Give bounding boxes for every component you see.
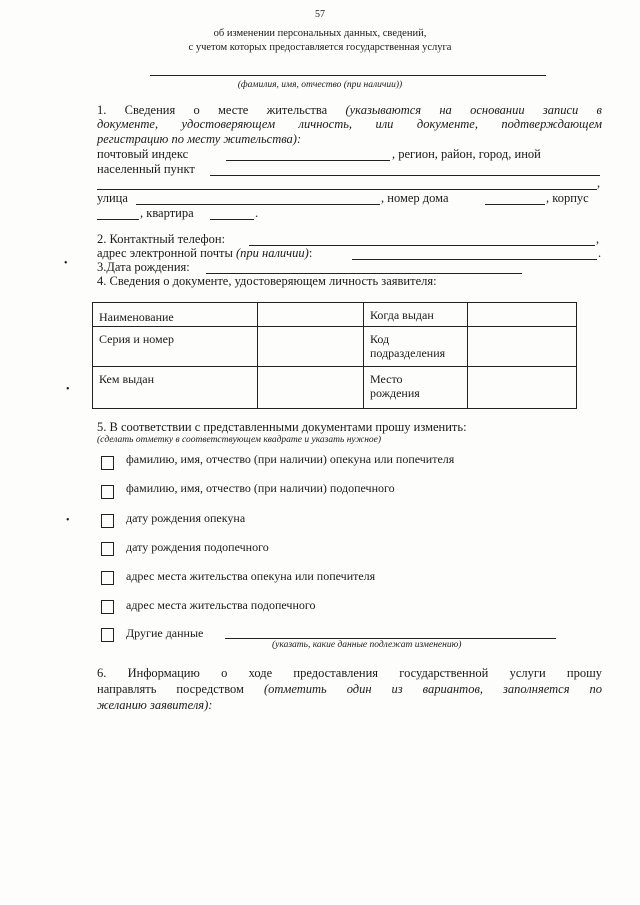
house-number-input[interactable]	[485, 204, 545, 205]
email-input[interactable]	[352, 259, 597, 260]
section1-line-2: документе, удостоверяющем личность, или документе, подтверждающем	[97, 117, 602, 131]
margin-mark-2: •	[66, 384, 70, 395]
other-data-caption: (указать, какие данные подлежат изменению)	[272, 640, 462, 650]
postal-index-label: почтовый индекс	[97, 147, 189, 161]
fio-caption: (фамилия, имя, отчество (при наличии))	[237, 80, 403, 90]
cell-series-number-label: Серия и номер	[93, 327, 258, 367]
settlement-label: населенный пункт	[97, 162, 195, 176]
email-period: .	[598, 246, 602, 260]
checkbox-guardian-birth-date[interactable]	[101, 514, 114, 528]
street-label: улица	[97, 191, 128, 205]
apartment-period: .	[255, 206, 259, 220]
header-line-2: с учетом которых предоставляется государственная услуга	[188, 42, 452, 53]
option-guardian-fio: фамилию, имя, отчество (при наличии) опекуна или попечителя	[126, 452, 455, 466]
section4-title: 4. Сведения о документе, удостоверяющем личность заявителя:	[97, 274, 437, 288]
checkbox-ward-fio[interactable]	[101, 485, 114, 499]
cell-issued-by-value[interactable]	[258, 367, 364, 409]
apartment-label: , квартира	[140, 206, 194, 220]
page-number: 57	[315, 9, 325, 20]
checkbox-other-data[interactable]	[101, 628, 114, 642]
section5-hint: (сделать отметку в соответствующем квадрате и указать нужное)	[97, 435, 382, 445]
option-ward-address: адрес места жительства подопечного	[126, 598, 316, 612]
corpus-input[interactable]	[97, 219, 139, 220]
region-label: , регион, район, город, иной	[392, 147, 541, 161]
option-other-data: Другие данные	[126, 626, 204, 640]
phone-comma: ,	[596, 232, 600, 246]
checkbox-ward-address[interactable]	[101, 600, 114, 614]
other-data-input[interactable]	[225, 638, 556, 639]
option-guardian-address: адрес места жительства опекуна или попечителя	[126, 569, 376, 583]
checkbox-guardian-fio[interactable]	[101, 456, 114, 470]
identity-document-table	[92, 302, 577, 409]
option-ward-fio: фамилию, имя, отчество (при наличии) подопечного	[126, 481, 395, 495]
section5-title: 5. В соответствии с представленными документами прошу изменить:	[97, 420, 467, 434]
settlement-input[interactable]	[210, 175, 600, 176]
address-comma: ,	[597, 176, 601, 190]
section6-line-1: 6. Информацию о ходе предоставления государственной услуги прошу	[97, 666, 602, 680]
cell-name-value[interactable]	[258, 303, 364, 327]
cell-division-code-label: Код подразделения	[364, 327, 468, 367]
birth-date-label: 3.Дата рождения:	[97, 260, 190, 274]
section6-line-3: желанию заявителя):	[97, 698, 213, 712]
option-ward-birth-date: дату рождения подопечного	[126, 540, 269, 554]
postal-index-input[interactable]	[226, 160, 390, 161]
fio-input-line[interactable]	[150, 75, 546, 76]
checkbox-guardian-address[interactable]	[101, 571, 114, 585]
section1-line-3: регистрацию по месту жительства):	[97, 132, 302, 146]
corpus-label: , корпус	[546, 191, 589, 205]
email-label: адрес электронной почты (при наличии):	[97, 246, 313, 260]
cell-birth-place-value[interactable]	[468, 367, 577, 409]
section1-line-1: 1. Сведения о месте жительства (указываются на основании записи в	[97, 103, 602, 117]
phone-label: 2. Контактный телефон:	[97, 232, 226, 246]
cell-issued-date-value[interactable]	[468, 303, 577, 327]
house-number-label: , номер дома	[381, 191, 449, 205]
address-continuation-input[interactable]	[97, 189, 597, 190]
cell-birth-place-label: Место рождения	[364, 367, 468, 409]
section6-line-2: направлять посредством (отметить один из вариантов, заполняется по	[97, 682, 602, 696]
margin-mark-3: •	[66, 515, 70, 526]
checkbox-ward-birth-date[interactable]	[101, 542, 114, 556]
cell-issued-by-label: Кем выдан	[93, 367, 258, 409]
cell-division-code-value[interactable]	[468, 327, 577, 367]
apartment-input[interactable]	[210, 219, 254, 220]
header-line-1: об изменении персональных данных, сведений,	[213, 28, 427, 39]
margin-mark-1: •	[64, 258, 68, 269]
cell-issued-date-label: Когда выдан	[364, 303, 468, 327]
street-input[interactable]	[136, 204, 380, 205]
option-guardian-birth-date: дату рождения опекуна	[126, 511, 246, 525]
cell-series-number-value[interactable]	[258, 327, 364, 367]
cell-name-label: Наименование	[93, 303, 258, 327]
